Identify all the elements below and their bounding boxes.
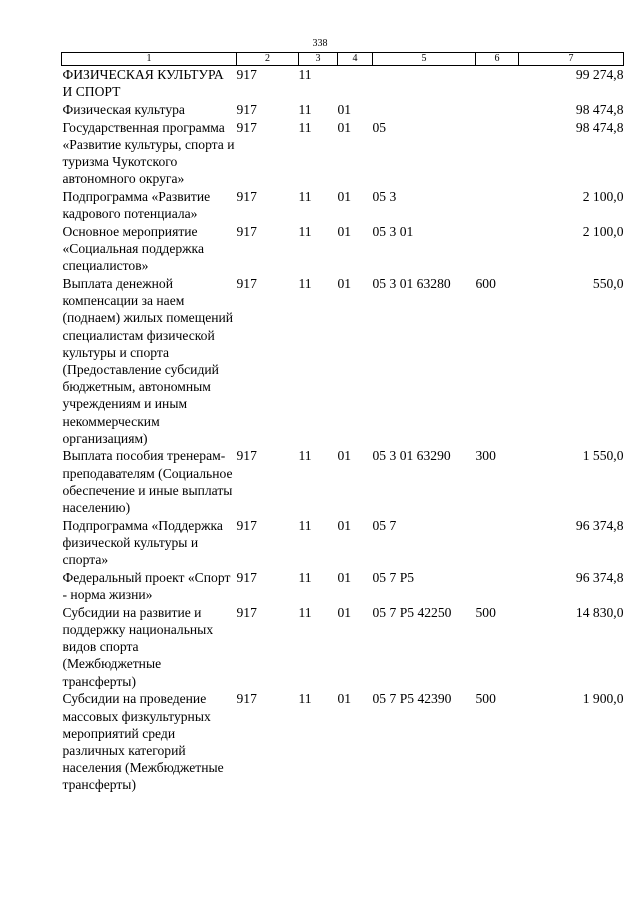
column-header-6: 6 xyxy=(476,53,519,66)
table-row xyxy=(62,222,624,274)
section-code: 11 xyxy=(298,223,312,239)
subsection-code: 01 xyxy=(337,448,352,464)
section-code: 11 xyxy=(298,569,312,585)
amount: 99 274,8 xyxy=(575,67,624,82)
subsection-code: 01 xyxy=(337,691,352,707)
ministry-code: 917 xyxy=(236,691,257,707)
row-name: Подпрограмма «Поддержка физической культуры и спорта» xyxy=(62,517,223,568)
ministry-code: 917 xyxy=(236,119,257,135)
row-name: Подпрограмма «Развитие кадрового потенциала» xyxy=(62,188,211,222)
table-row xyxy=(62,66,624,101)
section-code: 11 xyxy=(298,604,312,620)
target-article-code: 05 7 Р5 42390 xyxy=(372,691,452,707)
row-name: Выплата пособия тренерам-преподавателям (Социальное обеспечение и иные выплаты населению) xyxy=(62,448,233,516)
page-number: 338 xyxy=(312,38,328,49)
expense-type-code xyxy=(476,187,519,222)
target-article-code: 05 xyxy=(372,119,387,135)
expense-type-code: 300 xyxy=(475,448,496,464)
target-article-code xyxy=(373,66,476,101)
table-body xyxy=(62,66,624,794)
expense-type-code xyxy=(476,568,519,603)
target-article-code: 05 3 01 63290 xyxy=(372,448,451,464)
target-article-code: 05 7 xyxy=(372,517,397,533)
section-code: 11 xyxy=(298,101,312,117)
column-header-4: 4 xyxy=(338,53,373,66)
ministry-code: 917 xyxy=(236,517,257,533)
table-row xyxy=(62,447,624,516)
section-code: 11 xyxy=(298,691,312,707)
budget-table xyxy=(61,52,624,794)
section-code: 11 xyxy=(298,119,312,135)
target-article-code: 05 7 Р5 42250 xyxy=(372,604,452,620)
row-name: Субсидии на проведение массовых физкультурных мероприятий среди различных категорий населения (Межбюджетные трансферты) xyxy=(62,691,224,793)
amount: 96 374,8 xyxy=(575,569,624,585)
ministry-code: 917 xyxy=(236,67,257,82)
subsection-code xyxy=(338,66,373,101)
section-code: 11 xyxy=(298,448,312,464)
table-row xyxy=(62,118,624,187)
row-name: Физическая культура xyxy=(62,101,185,117)
subsection-code: 01 xyxy=(337,604,352,620)
expense-type-code xyxy=(476,222,519,274)
subsection-code: 01 xyxy=(337,188,352,204)
target-article-code xyxy=(373,100,476,118)
row-name: Основное мероприятие «Социальная поддержка специалистов» xyxy=(62,223,204,274)
expense-type-code: 500 xyxy=(475,604,496,620)
table-header xyxy=(62,53,624,66)
amount: 14 830,0 xyxy=(575,604,624,620)
target-article-code: 05 3 01 63280 xyxy=(372,275,451,291)
subsection-code: 01 xyxy=(337,223,352,239)
row-name: Федеральный проект «Спорт - норма жизни» xyxy=(62,569,231,603)
amount: 1 900,0 xyxy=(582,691,624,707)
table-row xyxy=(62,690,624,794)
amount: 96 374,8 xyxy=(575,517,624,533)
column-header-1: 1 xyxy=(62,53,237,66)
column-header-2: 2 xyxy=(237,53,299,66)
amount: 98 474,8 xyxy=(575,119,624,135)
table-row xyxy=(62,516,624,568)
section-code: 11 xyxy=(298,275,312,291)
expense-type-code: 500 xyxy=(475,691,496,707)
ministry-code: 917 xyxy=(236,569,257,585)
amount: 2 100,0 xyxy=(582,223,624,239)
column-header-7: 7 xyxy=(519,53,624,66)
section-code: 11 xyxy=(298,517,312,533)
target-article-code: 05 7 Р5 xyxy=(372,569,415,585)
table-row xyxy=(62,603,624,690)
subsection-code: 01 xyxy=(337,119,352,135)
ministry-code: 917 xyxy=(236,188,257,204)
column-header-5: 5 xyxy=(373,53,476,66)
section-code: 11 xyxy=(298,188,312,204)
amount: 1 550,0 xyxy=(582,448,624,464)
ministry-code: 917 xyxy=(236,604,257,620)
table-row xyxy=(62,274,624,447)
target-article-code: 05 3 01 xyxy=(372,223,414,239)
subsection-code: 01 xyxy=(337,569,352,585)
expense-type-code xyxy=(476,516,519,568)
amount: 550,0 xyxy=(592,275,624,291)
subsection-code: 01 xyxy=(337,517,352,533)
subsection-code: 01 xyxy=(337,101,352,117)
column-header-3: 3 xyxy=(299,53,338,66)
expense-type-code xyxy=(476,66,519,101)
table-row xyxy=(62,100,624,118)
ministry-code: 917 xyxy=(236,101,257,117)
row-name: Выплата денежной компенсации за наем (поднаем) жилых помещений специалистам физической культуры и спорта (Предоставление субсидий бюджетным, автономным учреждениям и иным некоммерческим организациям) xyxy=(62,275,234,446)
row-name: ФИЗИЧЕСКАЯ КУЛЬТУРА И СПОРТ xyxy=(62,67,224,100)
ministry-code: 917 xyxy=(236,448,257,464)
row-name: Государственная программа «Развитие культуры, спорта и туризма Чукотского автономного округа» xyxy=(62,119,235,187)
ministry-code: 917 xyxy=(236,275,257,291)
section-code: 11 xyxy=(298,67,312,82)
target-article-code: 05 3 xyxy=(372,188,397,204)
expense-type-code xyxy=(476,100,519,118)
row-name: Субсидии на развитие и поддержку национальных видов спорта (Межбюджетные трансферты) xyxy=(62,604,214,689)
ministry-code: 917 xyxy=(236,223,257,239)
table-row xyxy=(62,568,624,603)
expense-type-code xyxy=(476,118,519,187)
table-row xyxy=(62,187,624,222)
amount: 98 474,8 xyxy=(575,101,624,117)
amount: 2 100,0 xyxy=(582,188,624,204)
subsection-code: 01 xyxy=(337,275,352,291)
expense-type-code: 600 xyxy=(475,275,496,291)
